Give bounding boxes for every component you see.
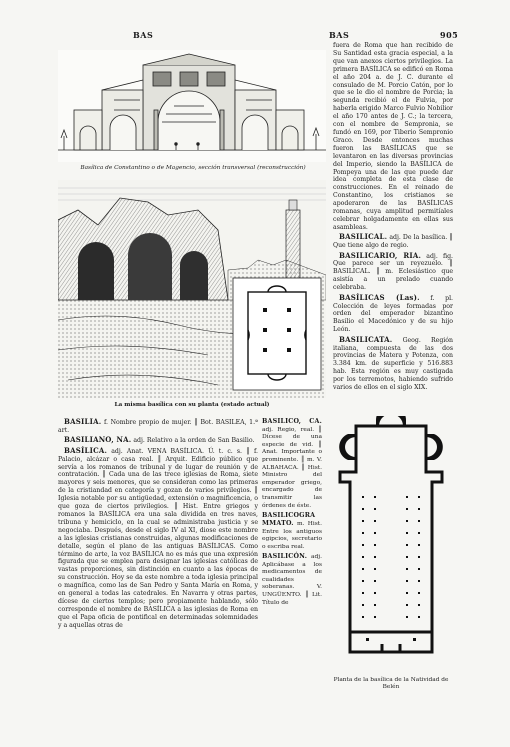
entry-definition: m. Hist. Entre los antiguos egipcios, secretario o escriba real. — [262, 521, 322, 550]
dictionary-entry — [58, 447, 258, 630]
dictionary-entry — [262, 418, 322, 510]
entry-headword: BASILIANO, NA. — [64, 435, 132, 445]
entry-definition: adj. De la basílica. ║ Que tiene algo de regio. — [333, 234, 453, 250]
dictionary-entry — [58, 436, 258, 445]
dictionary-entry — [333, 252, 453, 293]
entry-definition: adj. Relativo a la orden de San Basilio. — [133, 437, 255, 445]
entry-headword: BASILICOGRAMMATO. — [262, 511, 316, 528]
entry-headword: BASILICAL. — [339, 232, 388, 242]
entry-headword: BASÍLICAS (Las). — [339, 292, 420, 302]
basilica-history-paragraph: fuera de Roma que han recibido de Su Santidad esta gracia especial, a la que van anexos ciertos privilegios. La primera BASÍLICA se edificó en Roma el año 204 a. de J. C. durante el consulado de M. Porcio Catón, por lo que se le dio el nombre de Porcia; la segunda recibió el de Fulvia, por haberla erigido Marco Fulvio Nobilior el año 170 antes de J. C.; la tercera, con el nombre de Sempronia, se fundó en 169, por Tiberio Sempronio Graco. Desde entonces muchas fueron las BASÍLICAS que se levantaron en las diversas provincias del Imperio, siendo la BASÍLICA de Pompeya una de las que puede dar idea completa de esta clase de construcciones. En el reinado de Constantino, los cristianos se apoderaron de las BASÍLICAS romanas, cuya amplitud permitíales celebrar holgadamente en ellas sus asambleas. — [333, 42, 453, 231]
entry-definition: Geog. Región italiana, compuesta de las dos provincias de Matera y Potenza, con 3.384 km. de superficie y 516.883 hab. Esta región es muy castigada por los terremotos, habiendo sufrido varios de ellos en el siglo XIX. — [333, 336, 453, 392]
entry-definition: f. Nombre propio de mujer. ║ Bot. BASILEA, 1.ª art. — [58, 419, 258, 434]
dictionary-entry — [333, 336, 453, 392]
basilica-ruins-illustration — [58, 180, 326, 398]
lower-middle-column — [262, 418, 322, 720]
dictionary-entry — [262, 512, 322, 552]
entry-definition: adj. Regio, real. ║ Dícese de una especie de vid. ║ Anat. Importante o prominente. ║ m. V. ALBAHACA. ║ Hist. Ministro del emperador griego, encargado de transmitir las órdenes de éste. — [262, 426, 322, 509]
entry-headword: BASILIA. — [64, 418, 102, 426]
basilica-section-caption: Basílica de Constantino o de Magencio, sección transversal (reconstrucción) — [80, 165, 306, 171]
entry-definition: f. pl. Colección de leyes formadas por orden del emperador bizantino Basilio el Macedónico y de su hijo León. — [333, 294, 453, 334]
entry-headword: BASILICO, CA. — [262, 418, 322, 425]
dictionary-entry — [58, 418, 258, 435]
nativity-basilica-plan — [326, 416, 456, 672]
nativity-plan-caption: Planta de la basílica de la Natividad de Belén — [333, 677, 449, 690]
entry-definition: adj. fig. Que parece ser un reyezuelo. ║ BASILICAL. ║ m. Eclesiástico que asistía a un prelado cuando celebraba. — [333, 252, 453, 292]
dictionary-entry — [333, 294, 453, 335]
header-page-number: 905 — [440, 30, 459, 40]
dictionary-entry — [333, 233, 453, 250]
entry-headword: BASILICÓN. — [262, 553, 308, 561]
right-column — [333, 42, 453, 404]
header-center-word: BAS — [329, 30, 350, 40]
entry-definition: adj. Anat. VENA BASÍLICA. Ú. t. c. s. ║ f. Palacio, alcázar o casa real. ║ Arquit. Edificio público que servía a los romanos de tribunal y de lugar de reunión y de contratación. ║ Cada una de las trece iglesias de Roma, siete mayores y seis menores, que se consideran como las primeras de la cristiandad en categoría y gozan de varios privilegios. ║ Iglesia notable por su antigüedad, extensión o magnificencia, o que goza de ciertos privilegios. ║ Hist. Entre griegos y romanos la BASÍLICA era una sala dividida en tres naves, tribuna y hemiciclo, en la cual se administraba justicia y se negociaba. Después, desde el siglo IV al XI, diose este nombre a las iglesias cristianas construidas, algunas modificaciones de detalle, según el plano de las antiguas BASÍLICAS. Como término de arte, la voz BASÍLICA no es más que una expresión figurada que se emplea para designar las iglesias católicas de vastas proporciones, sin distinción en cuanto a las épocas de su construcción. Hoy se da este nombre a toda iglesia principal o magnífica, como las de San Pedro y Santa María en Roma, y en general a todas las catedrales. En Navarra y otras partes, dícese de ciertos templos; pero propiamente hablando, sólo corresponde el nombre de BASÍLICA a las iglesias de Roma en que el Papa oficia de pontifical en determinadas solemnidades y a aquellas otras de — [58, 447, 258, 629]
lower-left-column — [58, 418, 258, 720]
entry-headword: BASÍLICA. — [64, 445, 108, 455]
dictionary-entry — [262, 553, 322, 607]
entry-headword: BASILICARIO, RIA. — [339, 250, 422, 260]
entry-definition: adj. Aplicábase a los medicamentos de cualidades soberanas. V. UNGÜENTO. ║ Lit. Título de — [262, 554, 322, 606]
entry-headword: BASILICATA. — [339, 334, 393, 344]
basilica-section-illustration — [58, 50, 326, 162]
header-left-word: BAS — [133, 30, 154, 40]
ruins-caption: La misma basílica con su planta (estado actual) — [114, 402, 270, 408]
